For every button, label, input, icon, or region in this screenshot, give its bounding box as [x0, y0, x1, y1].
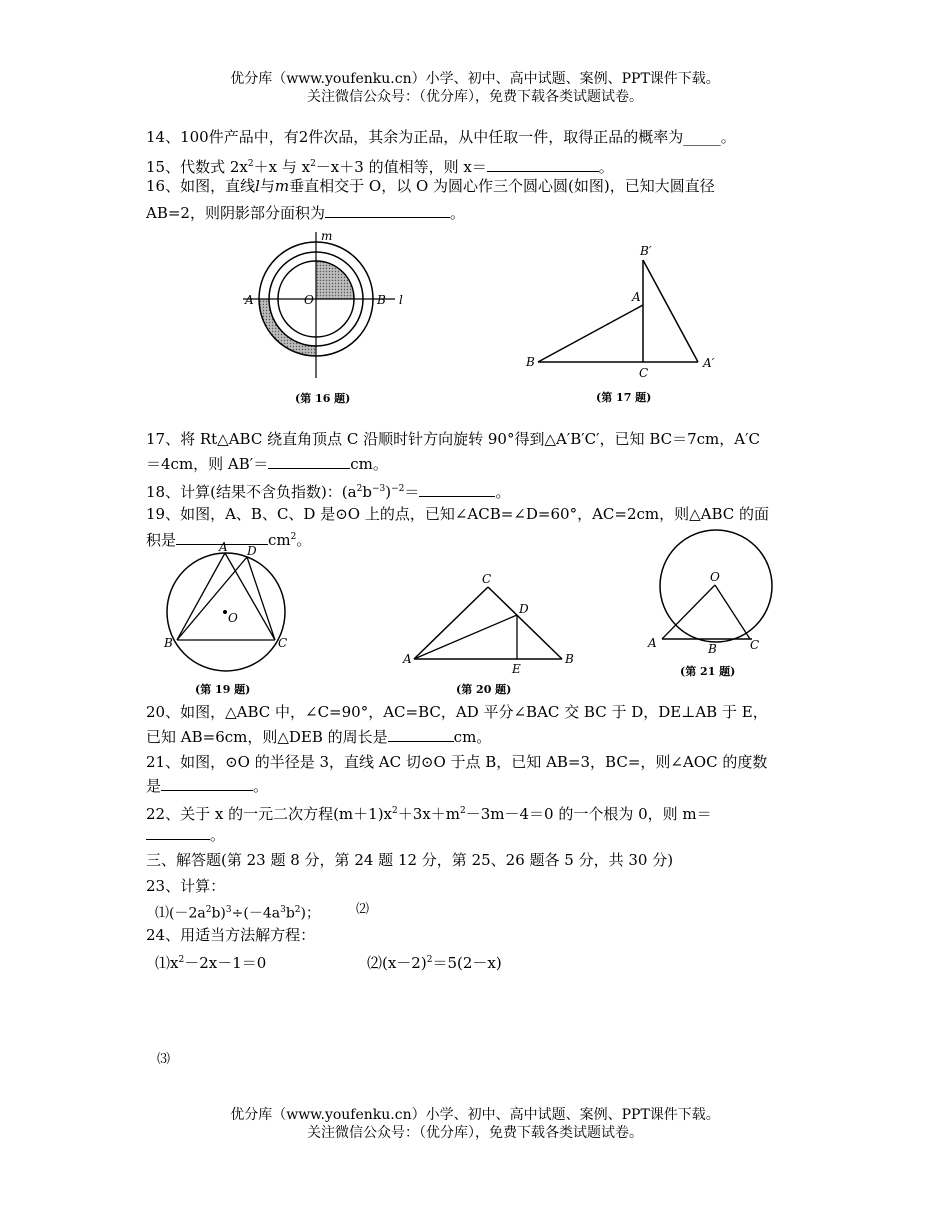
section-3-heading: 三、解答题(第 23 题 8 分，第 24 题 12 分，第 25、26 题各 5 分，共 30 分)	[146, 851, 674, 869]
label-A: A	[648, 636, 657, 650]
label-B: B	[377, 293, 386, 307]
label-C: C	[482, 572, 492, 586]
label-B: B	[565, 652, 574, 666]
caption-20: (第 20 题)	[456, 683, 512, 696]
question-24-part-3: ⑶	[157, 1052, 171, 1067]
figure-21	[640, 525, 790, 685]
label-B: B	[164, 636, 173, 650]
caption-16: (第 16 题)	[295, 392, 351, 405]
caption-17: (第 17 题)	[596, 391, 652, 404]
segment-OC	[715, 585, 750, 639]
question-19-line-2: 积是 $cm^2$。	[146, 531, 312, 549]
question-19-line-1: 19、如图，A、B、C、D 是⊙O 上的点，已知∠ACB=∠D=60°，AC=2cm，则△ABC 的面	[146, 505, 770, 523]
caption-21: (第 21 题)	[680, 665, 736, 678]
question-22-line-1: 22、关于 x 的一元二次方程$(m+1)x^2+3x+m^2-3m-4=0$ 的一个根为 0，则 m＝	[146, 805, 712, 823]
question-18: 18、计算(结果不含负指数)：$(a^2b^{-3})^{-2}=$ 。	[146, 483, 511, 501]
figure-19	[155, 540, 305, 702]
label-C: C	[278, 636, 288, 650]
label-A: A	[403, 652, 412, 666]
segment-AB	[177, 553, 225, 640]
question-24: 24、用适当方法解方程：	[146, 926, 316, 944]
label-E: E	[512, 662, 521, 676]
footer-line-1: 优分库（www.youfenku.cn）小学、初中、高中试题、案例、PPT课件下载。	[230, 1107, 720, 1123]
question-20-line-2: 已知 AB=6cm，则△DEB 的周长是 cm。	[146, 728, 492, 746]
question-21-line-1: 21、如图，⊙O 的半径是 3，直线 AC 切⊙O 于点 B，已知 AB=3，BC=，则∠AOC 的度数	[146, 753, 768, 771]
label-Bp: B′	[640, 244, 652, 258]
label-D: D	[519, 602, 529, 616]
label-O: O	[228, 611, 238, 625]
segment-OA	[662, 585, 715, 639]
question-23-part-1: $⑴(-2a^2b)^3\div(-4a^3b^2)$；	[155, 905, 320, 922]
label-A: A	[632, 290, 641, 304]
center-dot	[223, 610, 227, 614]
label-B: B	[526, 355, 535, 369]
caption-19: (第 19 题)	[195, 683, 251, 696]
label-A: A	[219, 540, 228, 554]
question-16-line-1: 16、如图，直线l与m垂直相交于 O，以 O 为圆心作三个圆心圆(如图)，已知大圆直径	[146, 177, 715, 195]
figure-20	[400, 570, 580, 700]
label-D: D	[247, 544, 257, 558]
question-24-part-2: $⑵(x-2)^2=5(2-x)$	[367, 954, 502, 972]
question-23-part-2: ⑵	[356, 902, 370, 917]
segment-DB	[177, 557, 247, 640]
header-line-1: 优分库（www.youfenku.cn）小学、初中、高中试题、案例、PPT课件下载。	[230, 71, 720, 87]
label-C: C	[750, 638, 760, 652]
figure-17	[520, 240, 730, 415]
label-O: O	[304, 293, 314, 307]
question-21-line-2: 是 。	[146, 777, 269, 795]
question-17-line-1: 17、将 Rt△ABC 绕直角顶点 C 沿顺时针方向旋转 90°得到△A′B′C′，已知 BC＝7cm，A′C	[146, 430, 760, 448]
question-24-part-1: $⑴x^2-2x-1=0$	[155, 954, 267, 972]
label-O: O	[710, 570, 720, 584]
question-15: 15、代数式 $2x^2+x$ 与 $x^2-x+3$ 的值相等，则 x＝ 。	[146, 158, 614, 176]
label-l: l	[399, 293, 403, 307]
label-Ap: A′	[703, 356, 715, 370]
question-22-line-2: 。	[146, 825, 225, 845]
label-A: A	[245, 293, 254, 307]
question-23: 23、计算：	[146, 877, 226, 895]
question-14: 14、100件产品中，有2件次品，其余为正品，从中任取一件，取得正品的概率为_____。	[146, 128, 736, 146]
segment-AC	[414, 587, 488, 659]
label-C: C	[639, 366, 649, 380]
question-17-line-2: ＝4cm，则 AB′＝ cm。	[146, 455, 388, 473]
header-line-2: 关注微信公众号：（优分库），免费下载各类试题试卷。	[307, 89, 643, 105]
segment-AD	[414, 615, 517, 659]
question-16-line-2: AB=2，则阴影部分面积为 。	[146, 204, 465, 222]
footer-line-2: 关注微信公众号：（优分库），免费下载各类试题试卷。	[307, 1125, 643, 1141]
segment-BA	[538, 305, 643, 362]
label-m: m	[321, 229, 333, 243]
segment-BpAp	[643, 260, 698, 362]
label-B: B	[708, 642, 717, 656]
question-20-line-1: 20、如图，△ABC 中，∠C=90°，AC=BC，AD 平分∠BAC 交 BC 于 D，DE⊥AB 于 E，	[146, 703, 768, 721]
figure-16	[235, 228, 415, 413]
